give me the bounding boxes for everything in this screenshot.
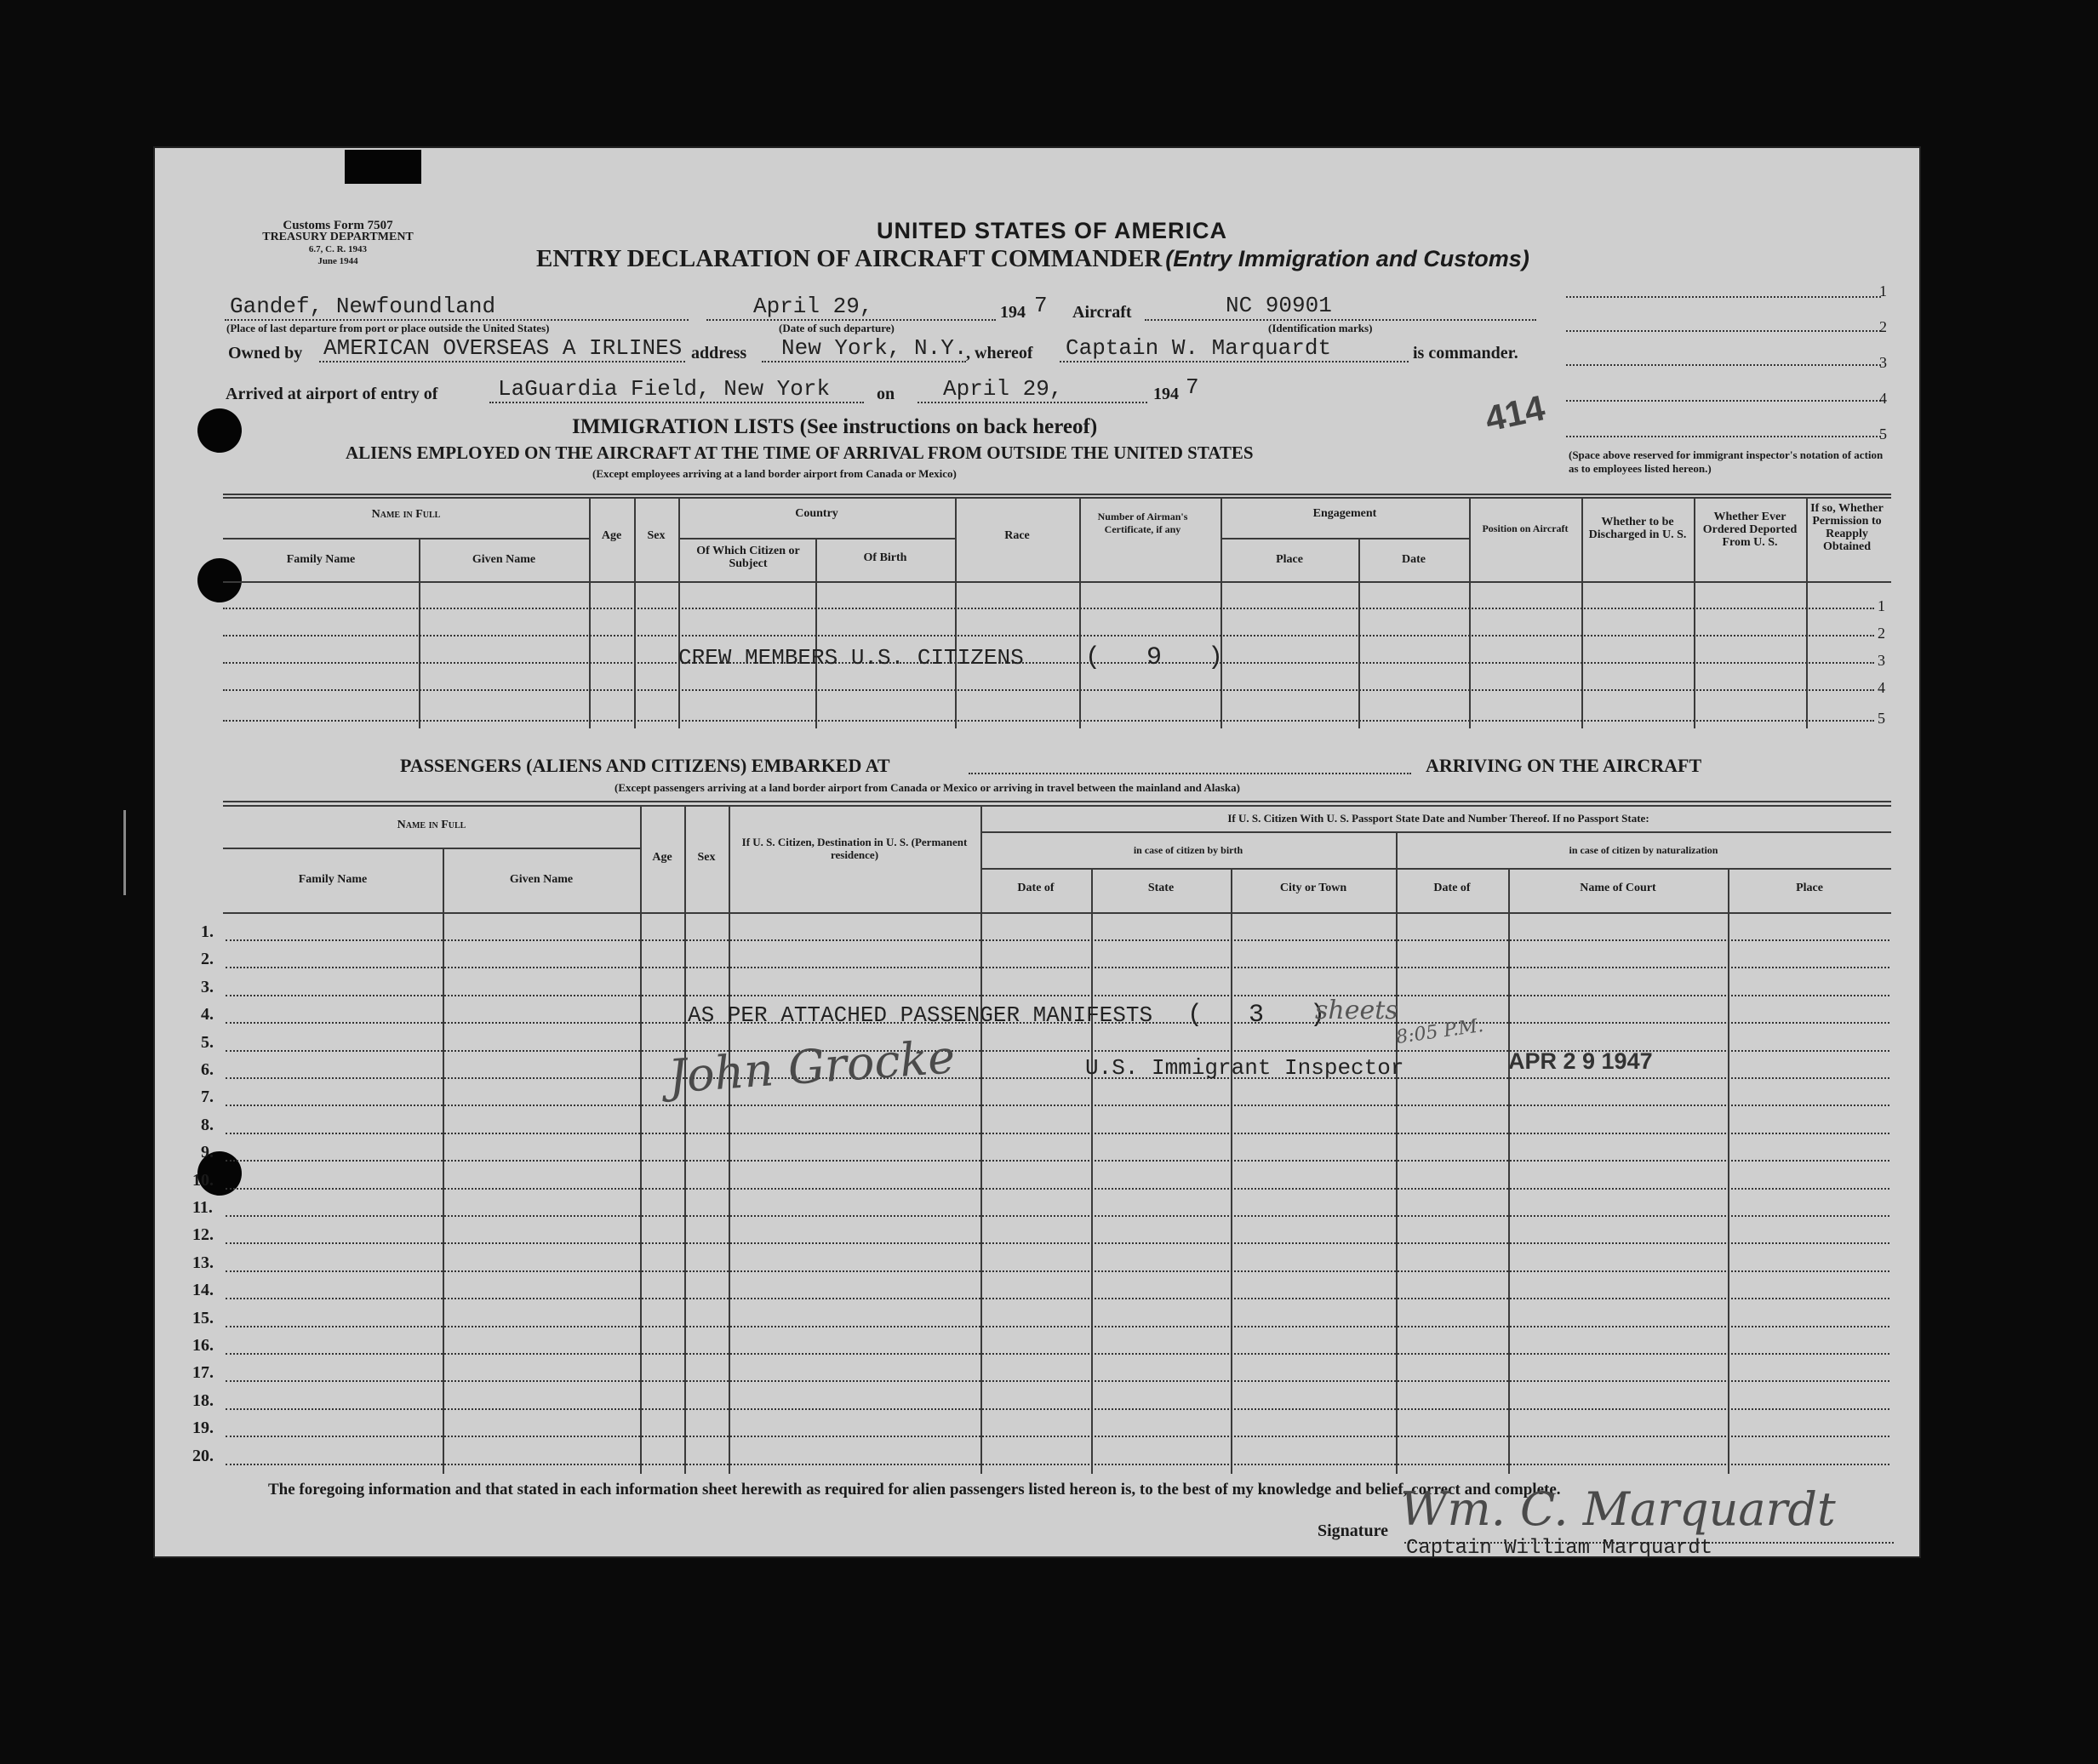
pcol-name-in-full: Name in Full <box>397 819 466 831</box>
col-permission: If so, Whether Permission to Reapply Obtained <box>1810 502 1884 553</box>
passenger-row-line <box>226 1077 1889 1079</box>
departure-place: Gandef, Newfoundland <box>230 294 496 319</box>
arrived-label: Arrived at airport of entry of <box>226 385 438 403</box>
pcol-passport: If U. S. Citizen With U. S. Passport State Date and Number Thereof. If no Passport State: <box>1227 812 1649 825</box>
passenger-row-number: 4. <box>201 1005 214 1024</box>
commander-name: Captain W. Marquardt <box>1066 335 1332 361</box>
owner: AMERICAN OVERSEAS A IRLINES <box>323 335 683 361</box>
passenger-row-line <box>226 1270 1889 1272</box>
col-position: Position on Aircraft <box>1482 522 1569 534</box>
col-given-name: Given Name <box>472 553 536 566</box>
crew-row-number: 3 <box>1878 652 1885 669</box>
passengers-note: (Except passengers arriving at a land border airport from Canada or Mexico or arriving in travel between the mainland and Alaska) <box>615 781 1240 794</box>
passenger-row-line <box>226 967 1889 968</box>
passenger-row-line <box>226 1242 1889 1244</box>
passenger-row-number: 7. <box>201 1088 214 1106</box>
aircraft-id: NC 90901 <box>1226 293 1332 318</box>
pcol-by-birth: in case of citizen by birth <box>1133 844 1243 856</box>
aircraft-caption: (Identification marks) <box>1268 322 1373 334</box>
crew-row-number: 5 <box>1878 710 1885 727</box>
pcol-by-naturalization: in case of citizen by naturalization <box>1569 844 1718 856</box>
year-suffix: 7 <box>1034 293 1048 318</box>
passenger-row-number: 11. <box>192 1198 213 1217</box>
passenger-row-line <box>226 1408 1889 1410</box>
arrival-airport: LaGuardia Field, New York <box>498 376 831 402</box>
owned-by-label: Owned by <box>228 344 303 363</box>
arrival-year-suffix: 7 <box>1186 374 1199 400</box>
passenger-row-line <box>226 1105 1889 1106</box>
passenger-row-number: 3. <box>201 978 214 996</box>
form-date: June 1944 <box>317 256 358 266</box>
manifest-entry: AS PER ATTACHED PASSENGER MANIFESTS <box>688 1002 1153 1028</box>
owner-address: New York, N.Y. <box>781 335 968 361</box>
pcol-state: State <box>1147 882 1175 894</box>
pcol-date-of-naturalization: Date of <box>1433 882 1471 894</box>
passenger-row-line <box>226 1160 1889 1162</box>
tape-mark <box>345 150 421 184</box>
captain-printed-name: Captain William Marquardt <box>1406 1537 1713 1560</box>
arrival-year-prefix: 194 <box>1153 385 1179 403</box>
crew-row-number: 2 <box>1878 625 1885 642</box>
col-country: Country <box>795 507 838 520</box>
declaration-text: The foregoing information and that stated in each information sheet herewith as required for alien passengers listed hereon is, to the best of my knowledge and belief, correct and complete. <box>268 1481 1561 1499</box>
immigration-heading: IMMIGRATION LISTS (See instructions on back hereof) <box>572 415 1098 438</box>
passenger-row-line <box>226 1436 1889 1437</box>
year-prefix: 194 <box>1000 303 1026 322</box>
pcol-city: City or Town <box>1279 882 1347 894</box>
immigration-note: (Except employees arriving at a land border airport from Canada or Mexico) <box>592 467 957 480</box>
margin-number: 1 <box>1879 283 1887 300</box>
arrival-date: April 29, <box>943 376 1063 402</box>
pcol-court: Name of Court <box>1580 882 1656 894</box>
passengers-heading-right: ARRIVING ON THE AIRCRAFT <box>1426 755 1702 776</box>
col-citizen-of: Of Which Citizen or Subject <box>696 545 800 570</box>
margin-number: 4 <box>1879 390 1887 407</box>
departure-date-caption: (Date of such departure) <box>779 322 895 334</box>
passenger-row-number: 20. <box>192 1447 214 1465</box>
col-date: Date <box>1402 553 1426 566</box>
captain-signature: Wm. C. Marquardt <box>1400 1482 1836 1536</box>
immigration-subheading: ALIENS EMPLOYED ON THE AIRCRAFT AT THE TIME OF ARRIVAL FROM OUTSIDE THE UNITED STATES <box>346 442 1254 463</box>
col-place: Place <box>1276 553 1303 566</box>
passenger-row-line <box>226 1464 1889 1465</box>
passenger-row-number: 9. <box>201 1143 214 1162</box>
col-airman-cert: Number of Airman's Certificate, if any <box>1097 511 1188 535</box>
col-sex: Sex <box>647 529 666 542</box>
crew-row-number: 4 <box>1878 679 1885 696</box>
departure-place-caption: (Place of last departure from port or place outside the United States) <box>226 322 550 334</box>
passenger-row-number: 2. <box>201 950 214 968</box>
col-family-name: Family Name <box>286 553 356 566</box>
passenger-row-line <box>226 1298 1889 1299</box>
pcol-given-name: Given Name <box>509 873 574 886</box>
passenger-row-number: 12. <box>192 1225 214 1244</box>
passenger-row-number: 16. <box>192 1336 214 1355</box>
title-main: ENTRY DECLARATION OF AIRCRAFT COMMANDER <box>536 245 1163 272</box>
pcol-place: Place <box>1796 882 1823 894</box>
form-department: TREASURY DEPARTMENT <box>262 231 414 243</box>
pcol-sex: Sex <box>697 851 716 864</box>
passenger-row-number: 15. <box>192 1309 214 1327</box>
passenger-row-number: 8. <box>201 1116 214 1134</box>
col-age: Age <box>601 529 622 542</box>
address-label: address <box>691 344 747 363</box>
title-sub: (Entry Immigration and Customs) <box>1165 246 1529 271</box>
passengers-heading: PASSENGERS (ALIENS AND CITIZENS) EMBARKED AT <box>400 755 890 776</box>
passenger-row-line <box>226 1133 1889 1134</box>
pcol-family-name: Family Name <box>298 873 368 886</box>
date-stamp: APR 2 9 1947 <box>1508 1048 1653 1074</box>
form-number: Customs Form 7507 <box>283 219 393 232</box>
crew-row-number: 1 <box>1878 597 1885 614</box>
pcol-age: Age <box>652 851 672 864</box>
passenger-row-number: 10. <box>192 1171 214 1190</box>
form-id-block <box>223 220 453 267</box>
col-race: Race <box>1004 529 1030 542</box>
departure-date: April 29, <box>753 294 873 319</box>
pcol-date-of: Date of <box>1017 882 1055 894</box>
passenger-row-number: 18. <box>192 1391 214 1410</box>
passenger-row-line <box>226 1353 1889 1355</box>
inspector-title: U.S. Immigrant Inspector <box>1085 1055 1404 1081</box>
passenger-row-number: 17. <box>192 1363 214 1382</box>
passenger-row-line <box>226 1380 1889 1382</box>
manifest-sheets: sheets <box>1315 996 1398 1025</box>
col-of-birth: Of Birth <box>863 551 907 564</box>
whereof-label: , whereof <box>966 344 1033 363</box>
country-heading: UNITED STATES OF AMERICA <box>877 218 1227 243</box>
col-discharged: Whether to be Discharged in U. S. <box>1588 516 1687 541</box>
signature-label: Signature <box>1318 1521 1388 1540</box>
reserved-note: (Space above reserved for immigrant inspector's notation of action as to employees listed hereon.) <box>1569 448 1884 475</box>
crew-entry: CREW MEMBERS U.S. CITIZENS <box>678 645 1024 671</box>
passenger-row-number: 1. <box>201 922 214 941</box>
time-note: 8:05 P.M. <box>1394 1014 1485 1049</box>
crew-count: ( 9 ) <box>1085 643 1239 672</box>
pcol-destination: If U. S. Citizen, Destination in U. S. (Permanent residence) <box>741 836 968 861</box>
passenger-row-line <box>226 995 1889 996</box>
aircraft-label: Aircraft <box>1072 303 1132 322</box>
passenger-row-line <box>226 1215 1889 1217</box>
passenger-row-number: 13. <box>192 1253 214 1272</box>
margin-number: 5 <box>1879 425 1887 442</box>
passenger-row-number: 19. <box>192 1419 214 1437</box>
inspector-signature: John Grocke <box>666 1030 958 1104</box>
commander-suffix: is commander. <box>1413 344 1518 363</box>
col-deported: Whether Ever Ordered Deported From U. S. <box>1702 511 1798 549</box>
col-engagement: Engagement <box>1312 507 1377 520</box>
passenger-row-line <box>226 1188 1889 1190</box>
stamp-number: 414 <box>1481 387 1549 439</box>
margin-number: 2 <box>1879 318 1887 335</box>
passenger-row-number: 6. <box>201 1060 214 1079</box>
punch-hole <box>197 408 242 453</box>
passenger-row-line <box>226 1326 1889 1327</box>
col-name-in-full: Name in Full <box>371 508 441 521</box>
manifest-count: ( 3 ) <box>1187 1001 1341 1030</box>
passenger-row-line <box>226 939 1889 941</box>
form-cfr: 6.7, C. R. 1943 <box>308 244 368 254</box>
margin-number: 3 <box>1879 354 1887 371</box>
passenger-row-number: 5. <box>201 1033 214 1052</box>
passenger-row-number: 14. <box>192 1281 214 1299</box>
on-label: on <box>877 385 895 403</box>
page-title <box>536 245 1529 273</box>
